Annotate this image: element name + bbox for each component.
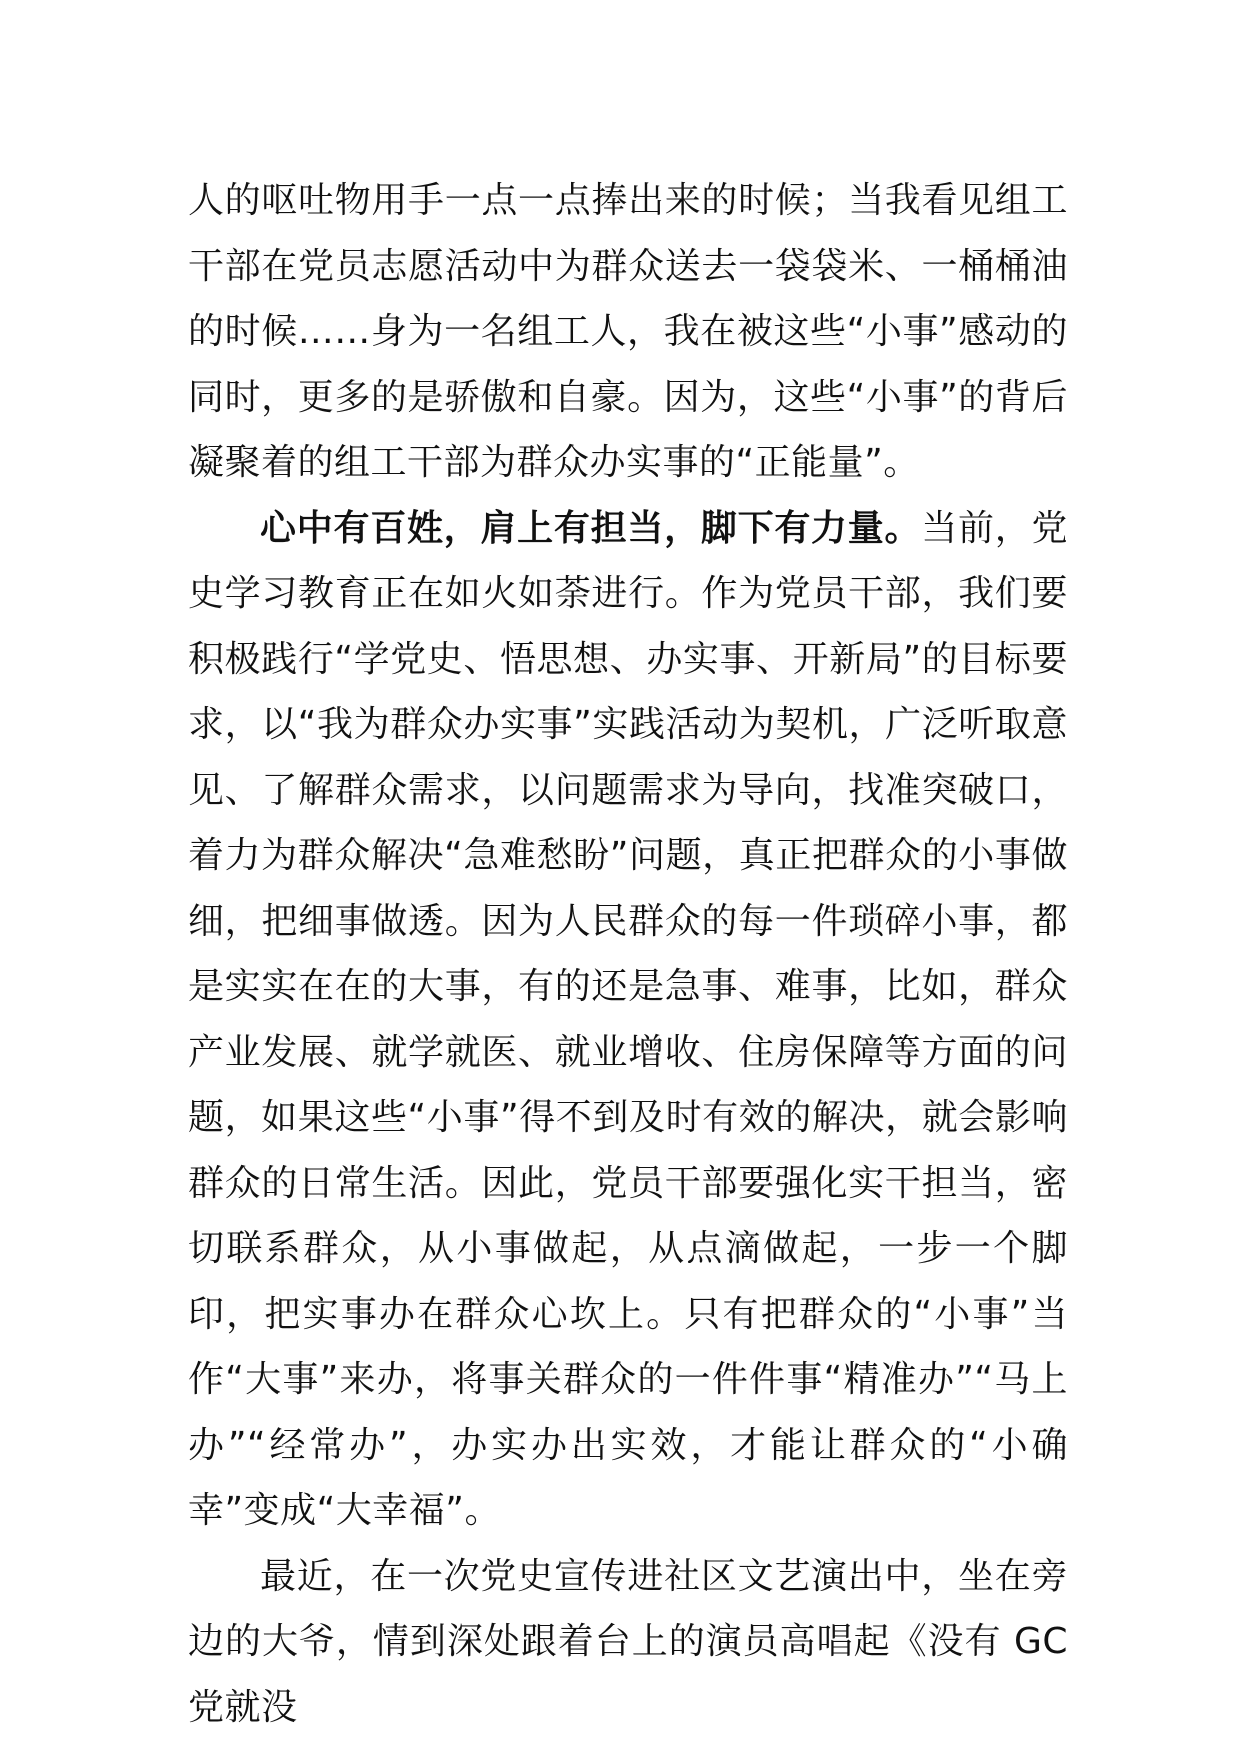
paragraph-3 [188,1544,1068,1741]
document-page [188,168,1068,1740]
paragraph-2 [188,496,1068,1544]
paragraph-2-text: 当前，党史学习教育正在如火如荼进行。作为党员干部，我们要积极践行“学党史、悟思想、办实事、开新局”的目标要求，以“我为群众办实事”实践活动为契机，广泛听取意见、了解群众需求，以问题需求为导向，找准突破口，着力为群众解决“急难愁盼”问题，真正把群众的小事做细，把细事做透。因为人民群众的每一件琐碎小事，都是实实在在的大事，有的还是急事、难事，比如，群众产业发展、就学就医、就业增收、住房保障等方面的问题，如果这些“小事”得不到及时有效的解决，就会影响群众的日常生活。因此，党员干部要强化实干担当，密切联系群众，从小事做起，从点滴做起，一步一个脚印，把实事办在群众心坎上。只有把群众的“小事”当作“大事”来办，将事关群众的一件件事“精准办”“马上办”“经常办”，办实办出实效，才能让群众的“小确幸”变成“大幸福”。 [188,507,1068,1531]
paragraph-1 [188,168,1068,496]
paragraph-2-lead: 心中有百姓，肩上有担当，脚下有力量。 [260,507,922,549]
paragraph-1-text: 人的呕吐物用手一点一点捧出来的时候；当我看见组工干部在党员志愿活动中为群众送去一袋袋米、一桶桶油的时候……身为一名组工人，我在被这些“小事”感动的同时，更多的是骄傲和自豪。因为，这些“小事”的背后凝聚着的组工干部为群众办实事的“正能量”。 [188,180,1068,483]
paragraph-3-text: 最近，在一次党史宣传进社区文艺演出中，坐在旁边的大爷，情到深处跟着台上的演员高唱起《没有 GC 党就没 [188,1555,1068,1728]
